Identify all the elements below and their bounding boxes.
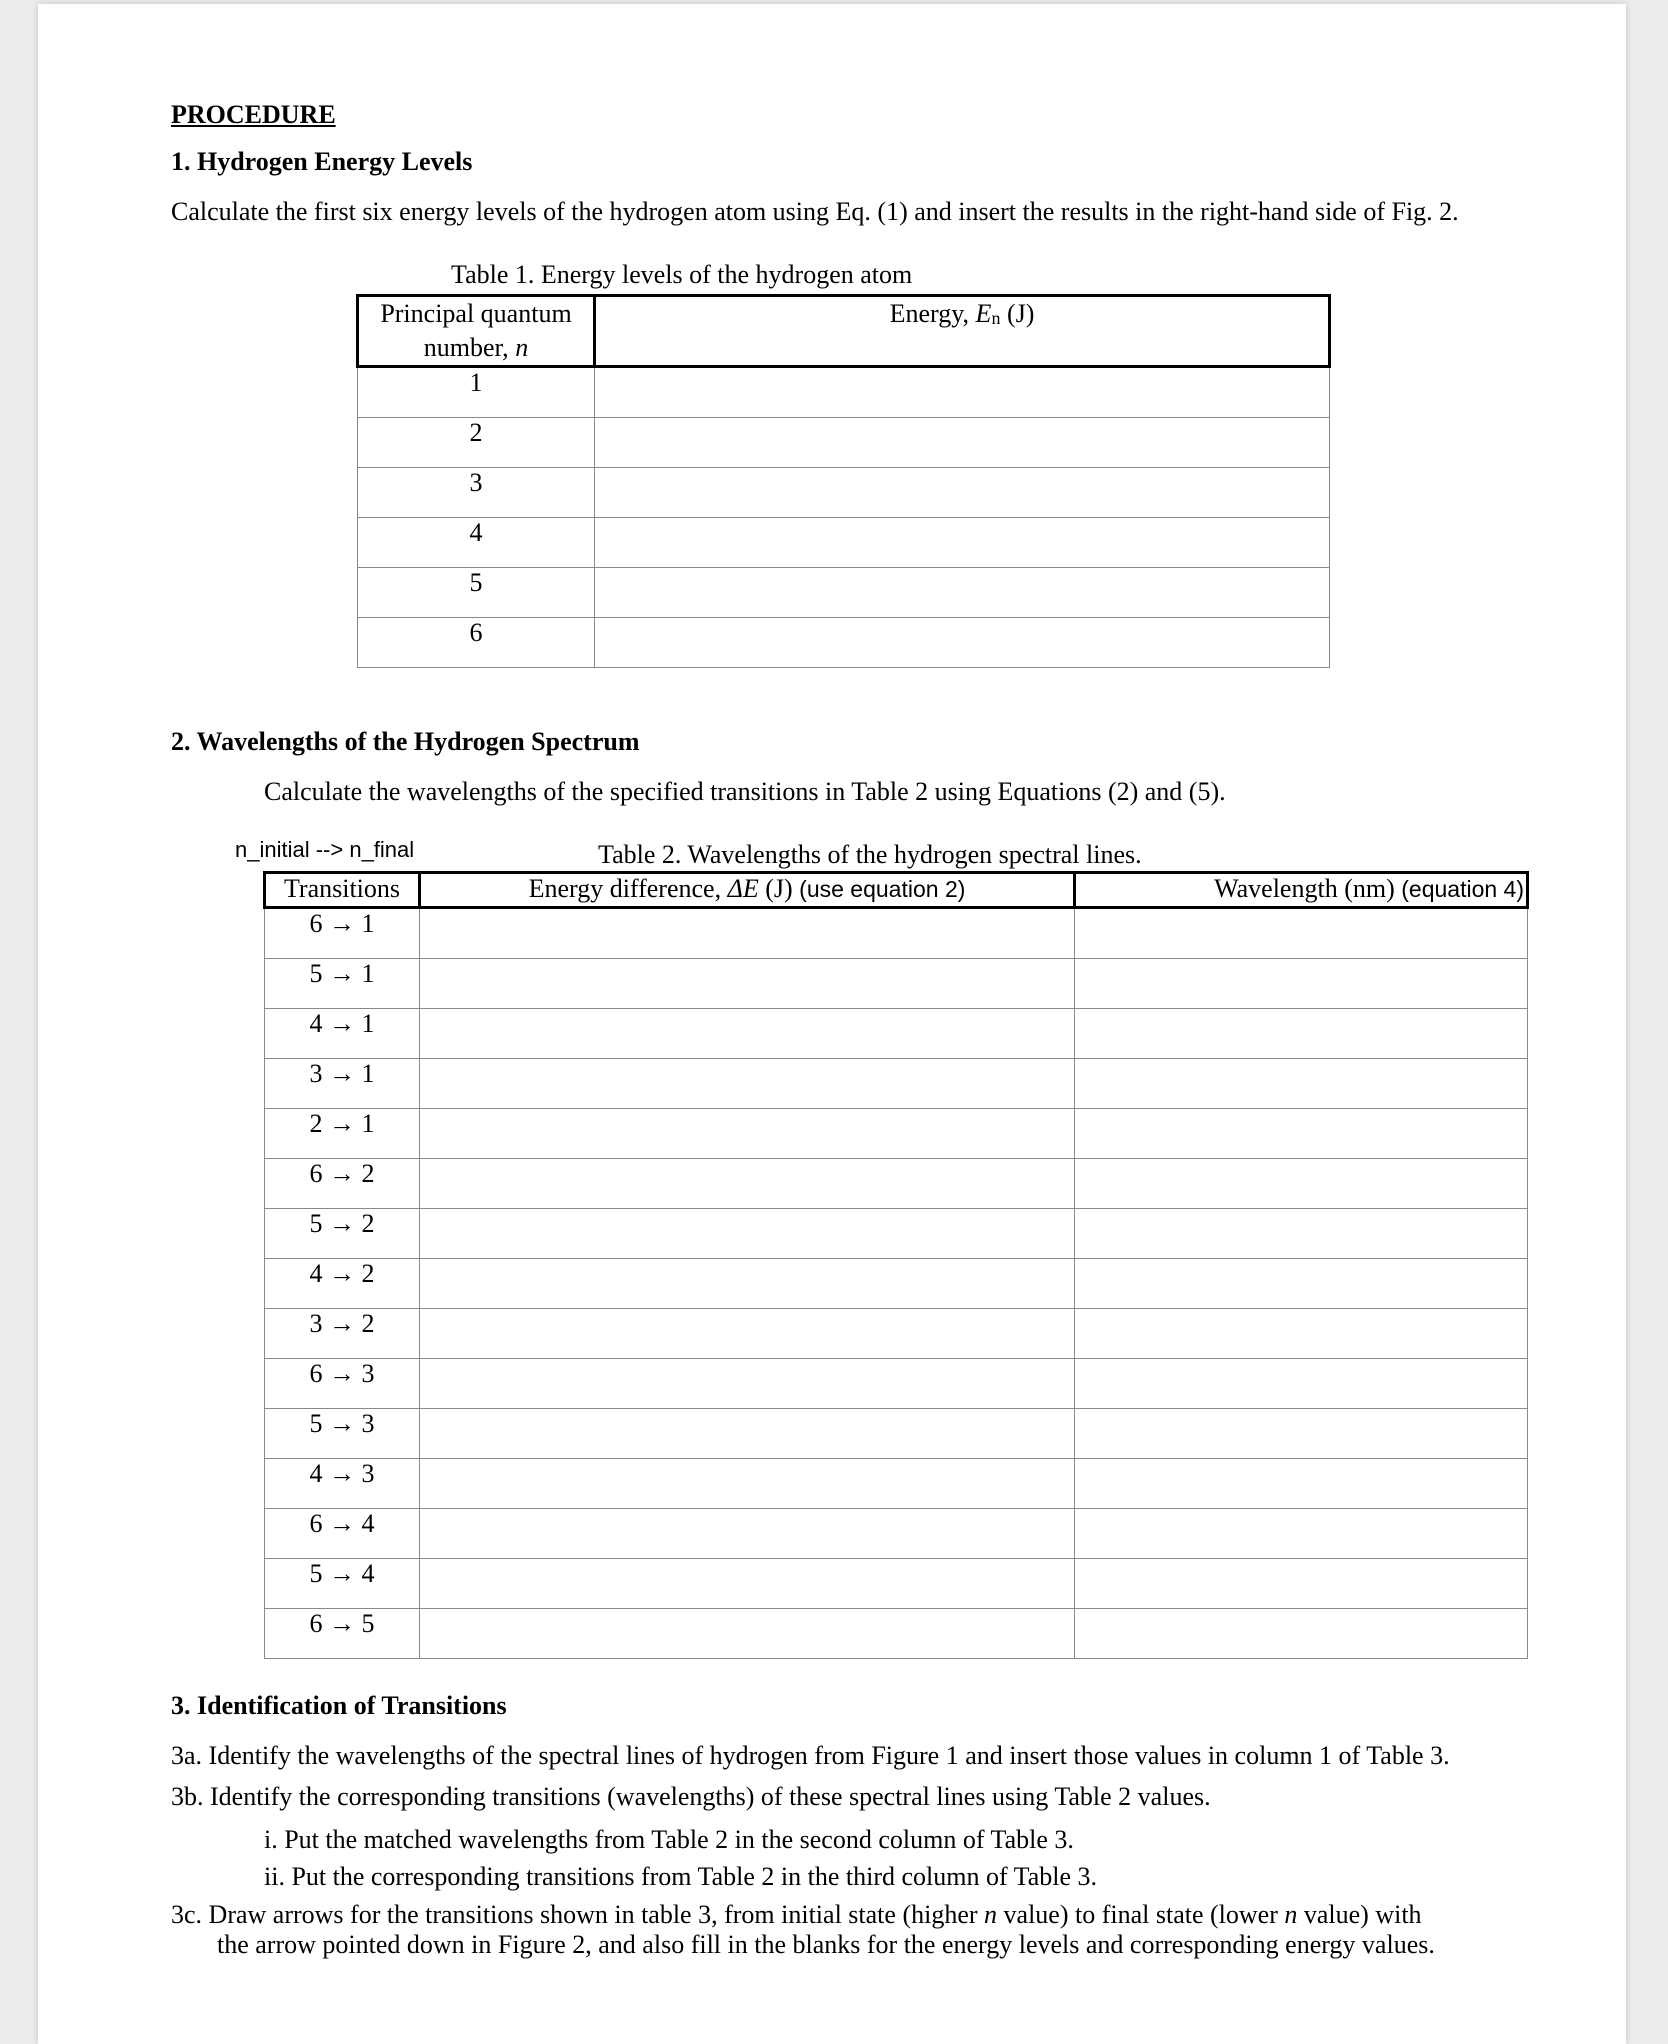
table1-n-cell: 1 <box>358 367 595 418</box>
table-row <box>265 1309 1528 1359</box>
table-row <box>265 1159 1528 1209</box>
wavelength-cell[interactable] <box>1075 1559 1528 1609</box>
energy-diff-cell[interactable] <box>420 1159 1075 1209</box>
section1-text: Calculate the first six energy levels of the hydrogen atom using Eq. (1) and insert the results in the right-hand side of Fig. 2. <box>171 197 1459 226</box>
wavelength-cell[interactable] <box>1075 1459 1528 1509</box>
energy-diff-cell[interactable] <box>420 959 1075 1009</box>
transition-notation-note: n_initial --> n_final <box>235 837 415 862</box>
table2-header-wavelength: Wavelength (nm) (equation 4) <box>1075 873 1528 908</box>
instruction-3a: 3a. Identify the wavelengths of the spectral lines of hydrogen from Figure 1 and insert those values in column 1 of Table 3. <box>171 1741 1450 1770</box>
transition-cell: 5 → 2 <box>265 1209 420 1259</box>
transition-cell: 5 → 3 <box>265 1409 420 1459</box>
table2-caption: Table 2. Wavelengths of the hydrogen spectral lines. <box>598 840 1142 869</box>
transition-cell: 6 → 5 <box>265 1609 420 1659</box>
instruction-3b: 3b. Identify the corresponding transitions (wavelengths) of these spectral lines using Table 2 values. <box>171 1782 1211 1811</box>
table-row <box>358 518 1330 568</box>
instruction-3b-i: i. Put the matched wavelengths from Table 2 in the second column of Table 3. <box>264 1825 1074 1854</box>
wavelength-cell[interactable] <box>1075 1059 1528 1109</box>
table1-n-cell: 6 <box>358 618 595 668</box>
table1-energy-cell[interactable] <box>595 418 1330 468</box>
transition-cell: 4 → 3 <box>265 1459 420 1509</box>
wavelength-cell[interactable] <box>1075 1209 1528 1259</box>
energy-diff-cell[interactable] <box>420 908 1075 959</box>
table-row <box>265 1109 1528 1159</box>
table1-header-energy: Energy, $E_n$ (J) <box>595 296 1330 367</box>
table2-header-row <box>265 873 1528 908</box>
energy-diff-cell[interactable] <box>420 1409 1075 1459</box>
section1-title: 1. Hydrogen Energy Levels <box>171 147 473 176</box>
table1-header-row <box>358 296 1330 367</box>
energy-diff-cell[interactable] <box>420 1259 1075 1309</box>
table-row <box>265 1209 1528 1259</box>
table-row <box>265 1559 1528 1609</box>
wavelength-cell[interactable] <box>1075 1309 1528 1359</box>
table2-wavelengths <box>263 871 1529 1659</box>
section3-title: 3. Identification of Transitions <box>171 1691 507 1720</box>
transition-cell: 3 → 1 <box>265 1059 420 1109</box>
table-row <box>265 1509 1528 1559</box>
energy-diff-cell[interactable] <box>420 1059 1075 1109</box>
table1-n-cell: 3 <box>358 468 595 518</box>
procedure-heading: PROCEDURE <box>171 100 336 129</box>
table2-header-transitions: Transitions <box>265 873 420 908</box>
energy-diff-cell[interactable] <box>420 1209 1075 1259</box>
table1-energy-levels <box>356 294 1331 668</box>
energy-diff-cell[interactable] <box>420 1509 1075 1559</box>
transition-cell: 6 → 1 <box>265 908 420 959</box>
table-row <box>265 908 1528 959</box>
energy-diff-cell[interactable] <box>420 1609 1075 1659</box>
table-row <box>265 1259 1528 1309</box>
table2-header-energy-diff: Energy difference, ΔE (J) (use equation 2) <box>420 873 1075 908</box>
transition-cell: 4 → 2 <box>265 1259 420 1309</box>
table-row <box>358 367 1330 418</box>
instruction-3b-ii: ii. Put the corresponding transitions from Table 2 in the third column of Table 3. <box>264 1862 1098 1891</box>
table-row <box>265 959 1528 1009</box>
transition-cell: 2 → 1 <box>265 1109 420 1159</box>
wavelength-cell[interactable] <box>1075 1359 1528 1409</box>
energy-diff-cell[interactable] <box>420 1309 1075 1359</box>
wavelength-cell[interactable] <box>1075 1009 1528 1059</box>
energy-diff-cell[interactable] <box>420 1009 1075 1059</box>
table-row <box>358 568 1330 618</box>
table1-energy-cell[interactable] <box>595 568 1330 618</box>
transition-cell: 4 → 1 <box>265 1009 420 1059</box>
table-row <box>358 468 1330 518</box>
wavelength-cell[interactable] <box>1075 1159 1528 1209</box>
wavelength-cell[interactable] <box>1075 1109 1528 1159</box>
transition-cell: 3 → 2 <box>265 1309 420 1359</box>
section2-title: 2. Wavelengths of the Hydrogen Spectrum <box>171 727 640 756</box>
table-row <box>265 1359 1528 1409</box>
table-row <box>265 1009 1528 1059</box>
table1-energy-cell[interactable] <box>595 618 1330 668</box>
table-row <box>358 418 1330 468</box>
energy-diff-cell[interactable] <box>420 1359 1075 1409</box>
table1-n-cell: 4 <box>358 518 595 568</box>
wavelength-cell[interactable] <box>1075 1259 1528 1309</box>
wavelength-cell[interactable] <box>1075 1509 1528 1559</box>
section2-text: Calculate the wavelengths of the specified transitions in Table 2 using Equations (2) and (5). <box>264 777 1226 806</box>
wavelength-cell[interactable] <box>1075 1409 1528 1459</box>
table-row <box>358 618 1330 668</box>
table1-energy-cell[interactable] <box>595 468 1330 518</box>
document-page <box>38 4 1626 2044</box>
table-row <box>265 1609 1528 1659</box>
wavelength-cell[interactable] <box>1075 908 1528 959</box>
energy-diff-cell[interactable] <box>420 1109 1075 1159</box>
table1-energy-cell[interactable] <box>595 518 1330 568</box>
table1-n-cell: 5 <box>358 568 595 618</box>
table-row <box>265 1059 1528 1109</box>
instruction-3c-line1: 3c. Draw arrows for the transitions shown in table 3, from initial state (higher n value) to final state (lower n value) with <box>171 1900 1422 1929</box>
table1-n-cell: 2 <box>358 418 595 468</box>
transition-cell: 6 → 2 <box>265 1159 420 1209</box>
transition-cell: 6 → 4 <box>265 1509 420 1559</box>
table1-header-principal: Principal quantum number, n <box>358 296 595 367</box>
table-row <box>265 1409 1528 1459</box>
energy-diff-cell[interactable] <box>420 1559 1075 1609</box>
table1-caption: Table 1. Energy levels of the hydrogen atom <box>451 260 913 289</box>
transition-cell: 6 → 3 <box>265 1359 420 1409</box>
energy-diff-cell[interactable] <box>420 1459 1075 1509</box>
transition-cell: 5 → 1 <box>265 959 420 1009</box>
wavelength-cell[interactable] <box>1075 959 1528 1009</box>
wavelength-cell[interactable] <box>1075 1609 1528 1659</box>
instruction-3c-line2: the arrow pointed down in Figure 2, and also fill in the blanks for the energy levels and corresponding energy values. <box>217 1930 1435 1959</box>
transition-cell: 5 → 4 <box>265 1559 420 1609</box>
table1-energy-cell[interactable] <box>595 367 1330 418</box>
table-row <box>265 1459 1528 1509</box>
